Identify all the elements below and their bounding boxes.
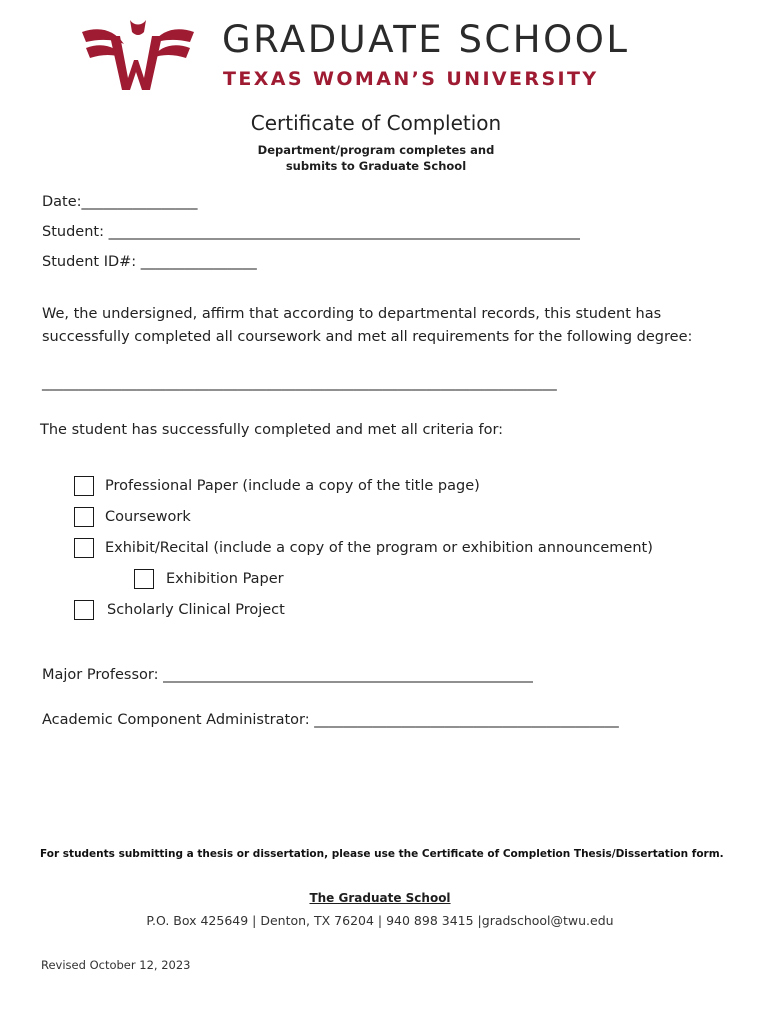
criteria-label-professional-paper: Professional Paper (include a copy of the title page) <box>105 478 480 494</box>
major-professor-field[interactable]: Major Professor: ___________________________________________________ <box>42 667 533 683</box>
checkbox-exhibition-paper[interactable] <box>134 569 154 589</box>
date-field[interactable]: Date:________________ <box>42 194 198 210</box>
criteria-label-exhibit-recital: Exhibit/Recital (include a copy of the program or exhibition announcement) <box>105 540 653 556</box>
subtitle-line-1: Department/program completes and <box>257 143 495 157</box>
degree-line[interactable]: _______________________________________________________________________ <box>42 375 557 391</box>
checkbox-scholarly-clinical-project[interactable] <box>74 600 94 620</box>
student-id-field[interactable]: Student ID#: ________________ <box>42 254 257 270</box>
student-field[interactable]: Student: _________________________________________________________________ <box>42 224 580 240</box>
checkbox-coursework[interactable] <box>74 507 94 527</box>
criteria-intro: The student has successfully completed and met all criteria for: <box>40 422 504 438</box>
office-title: The Graduate School <box>309 891 451 905</box>
twu-pioneer-logo <box>80 18 196 92</box>
checkbox-professional-paper[interactable] <box>74 476 94 496</box>
revised-date: Revised October 12, 2023 <box>41 958 191 972</box>
brand-university: TEXAS WOMAN’S UNIVERSITY <box>223 68 599 90</box>
brand-title: GRADUATE SCHOOL <box>222 18 630 61</box>
criteria-label-exhibition-paper: Exhibition Paper <box>166 571 284 587</box>
administrator-field[interactable]: Academic Component Administrator: __________________________________________ <box>42 712 619 728</box>
form-title: Certificate of Completion <box>250 111 502 135</box>
criteria-label-coursework: Coursework <box>105 509 191 525</box>
form-subtitle <box>0 142 752 174</box>
office-address: P.O. Box 425649 | Denton, TX 76204 | 940 898 3415 |gradschool@twu.edu <box>146 913 614 928</box>
criteria-label-scholarly-clinical-project: Scholarly Clinical Project <box>107 602 285 618</box>
thesis-note: For students submitting a thesis or dissertation, please use the Certificate of Completion Thesis/Dissertation form. <box>40 848 724 860</box>
affirmation-text: We, the undersigned, affirm that according to departmental records, this student has successfully completed all coursework and met all requirements for the following degree: <box>42 306 693 345</box>
subtitle-line-2: submits to Graduate School <box>285 159 467 173</box>
checkbox-exhibit-recital[interactable] <box>74 538 94 558</box>
